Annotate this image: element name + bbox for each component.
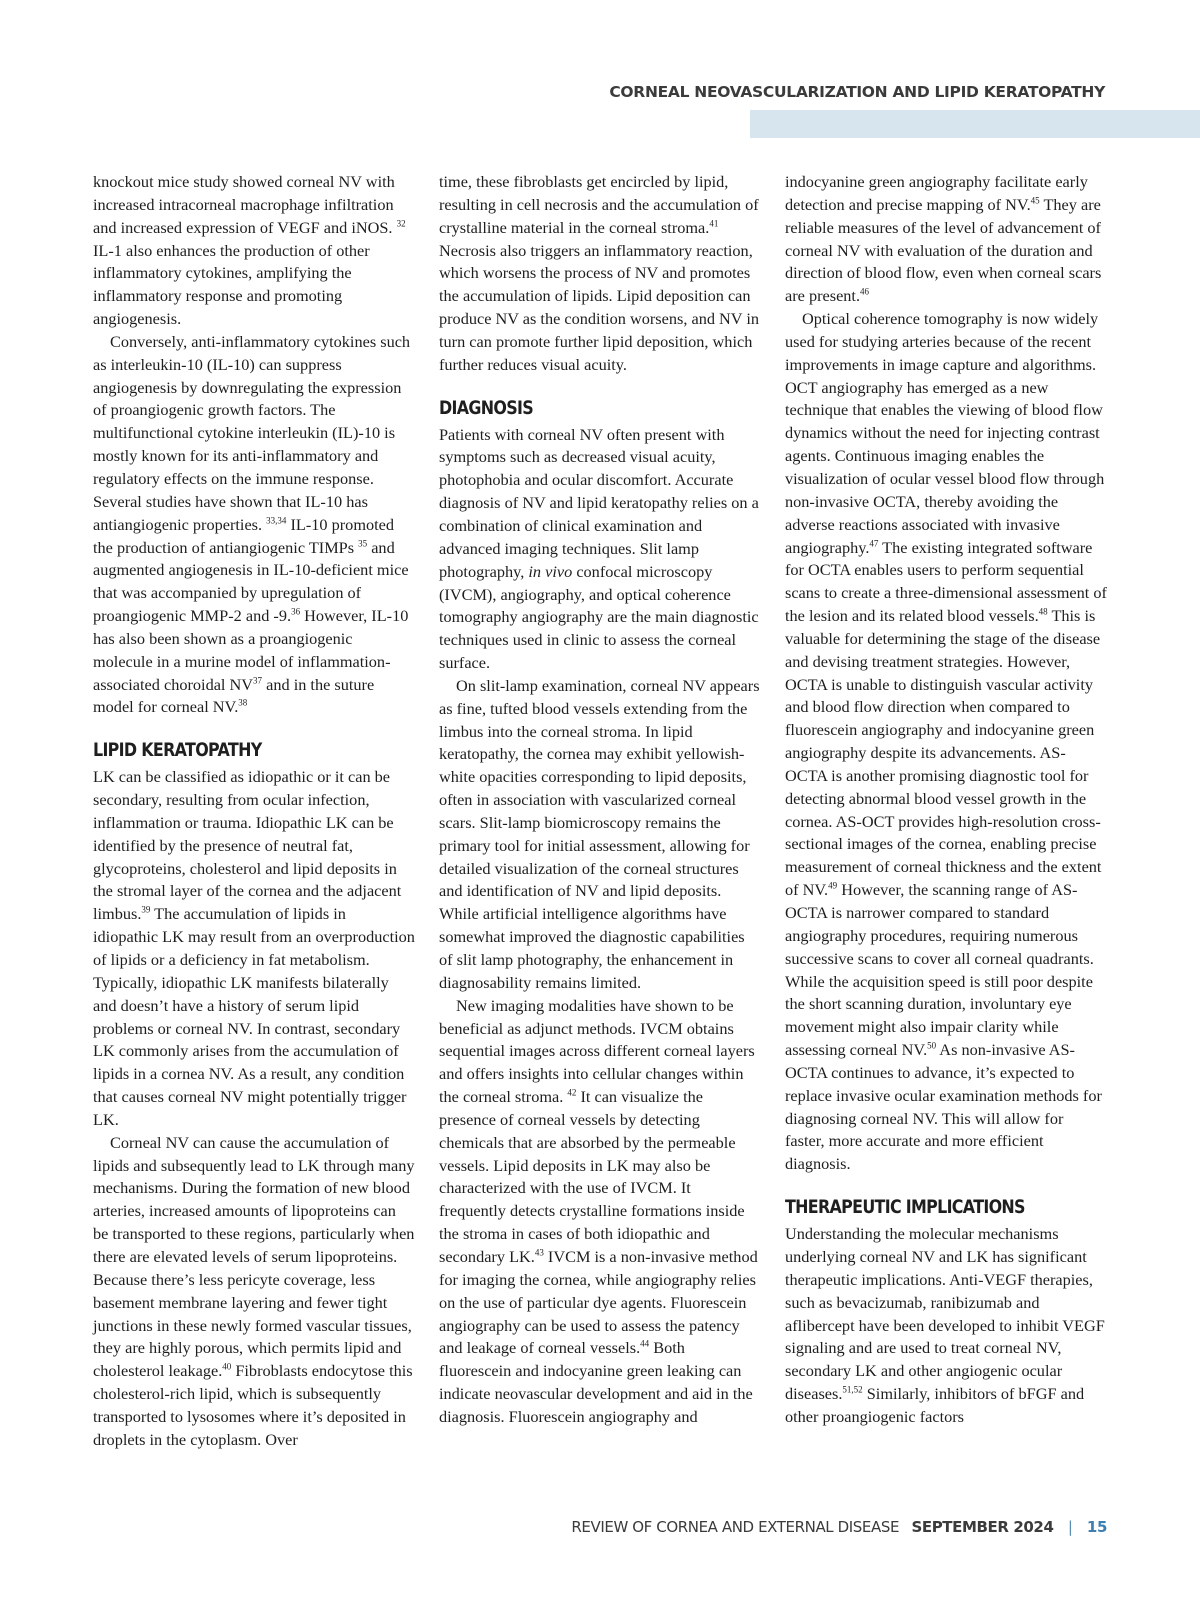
paragraph: indocyanine green angiography facilitate early detection and precise mapping of NV.$^{45}$ They are reliable measures of the level of advancement of corneal NV with evaluation of the duration and direction of blood flow, even when corneal scars are present.$^{46}$ [785,172,1102,306]
citation: 46 [860,286,870,297]
page-number: 15 [1086,1518,1107,1536]
paragraph: Conversely, anti-inflammatory cytokines such as interleukin-10 (IL-10) can suppress angiogenesis by downregulating the expression of proangiogenic growth factors. The multifunctional cytokine interleukin (IL)-10 is mostly known for its anti-inflammatory and regulatory effects on the immune response. Several studies have shown that IL-10 has antiangiogenic properties. $^{33,34}$ IL-10 promoted the production of antiangiogenic TIMPs $^{35}$ and augmented angiogenesis in IL-10-deficient mice that was accompanied by upregulation of proangiogenic MMP-2 and -9.36 However, IL-10 has also been shown as a proangiogenic molecule in a murine model of inflammation-associated choroidal NV$^{37}$ and in the suture model for corneal NV.$^{38}$ [93,331,411,717]
citation: 43 [534,1247,544,1258]
paragraph: New imaging modalities have shown to be beneficial as adjunct methods. IVCM obtains sequential images across different corneal layers and offers insights into cellular changes within the corneal stroma. $^{42}$ It can visualize the presence of corneal vessels by detecting chemicals that are absorbed by the permeable vessels. Lipid deposits in LK may also be characterized with the use of IVCM. It frequently detects crystalline formations inside the stroma in cases of both idiopathic and secondary LK.$^{43}$ IVCM is a non-invasive method for imaging the cornea, while angiography relies on the use of particular dye agents. Fluorescein angiography can be used to assess the patency and leakage of corneal vessels.$^{44}$ Both fluorescein and indocyanine green leaking can indicate neovascular development and aid in the diagnosis. Fluorescein angiography and [439,995,758,1426]
paragraph: LK can be classified as idiopathic or it can be secondary, resulting from ocular infection, inflammation or trauma. Idiopathic LK can be identified by the presence of neutral fat, glycoproteins, cholesterol and lipid deposits in the stromal layer of the cornea and the adjacent limbus.$^{39}$ The accumulation of lipids in idiopathic LK may result from an overproduction of lipids or a deficiency in fat metabolism. Typically, idiopathic LK manifests bilaterally and doesn’t have a history of serum lipid problems or corneal NV. In contrast, secondary LK commonly arises from the accumulation of lipids in a cornea NV. As a result, any condition that causes corneal NV might potentially trigger LK. [93,767,415,1129]
header-accent-bar [750,110,1200,138]
citation: 41 [709,218,719,229]
citation: 42 [567,1087,577,1098]
footer-separator: | [1067,1518,1073,1536]
citation: 38 [238,697,248,708]
section-heading-diagnosis: DIAGNOSIS [439,397,533,419]
paragraph: Optical coherence tomography is now widely used for studying arteries because of the recent improvements in image capture and algorithms. OCT angiography has emerged as a new technique that enables the viewing of blood flow dynamics without the need for injecting contrast agents. Continuous imaging enables the visualization of ocular vessel blood flow through non-invasive OCTA, thereby avoiding the adverse reactions associated with invasive angiography.$^{47}$ The existing integrated software for OCTA enables users to perform sequential scans to create a three-dimensional assessment of the lesion and its related blood vessels.$^{48}$ This is valuable for determining the stage of the disease and devising treatment strategies. However, OCTA is unable to distinguish vascular activity and blood flow direction when compared to fluorescein angiography and indocyanine green angiography despite its advancements. AS-OCTA is another promising diagnostic tool for detecting abnormal blood vessel growth in the cornea. AS-OCT provides high-resolution cross-sectional images of the cornea, enabling precise measurement of corneal thickness and the extent of NV.$^{49}$ However, the scanning range of AS-OCTA is narrower compared to standard angiography procedures, requiring numerous successive scans to cover all corneal quadrants. While the acquisition speed is still poor despite the short scanning duration, involuntary eye movement might also impair clarity while assessing corneal NV.$^{50}$ As non-invasive AS-OCTA continues to advance, it’s expected to replace invasive ocular examination methods for diagnosing corneal NV. This will allow for faster, more accurate and more efficient diagnosis. [785,309,1107,1174]
citation: 32 [396,218,406,229]
citation: 36 [291,606,301,617]
citation: 50 [927,1040,937,1051]
column-2 [439,171,761,1429]
section-heading-therapeutic-implications: THERAPEUTIC IMPLICATIONS [785,1197,1025,1219]
paragraph: Corneal NV can cause the accumulation of lipids and subsequently lead to LK through many mechanisms. During the formation of new blood arteries, increased amounts of lipoproteins can be transported to these regions, particularly when there are elevated levels of serum lipoproteins. Because there’s less pericyte coverage, less basement membrane layering and fewer tight junctions in these newly formed vascular tissues, they are highly porous, which permits lipid and cholesterol leakage.$^{40}$ Fibroblasts endocytose this cholesterol-rich lipid, which is subsequently transported to lysosomes where it’s deposited in droplets in the cytoplasm. Over [93,1132,415,1449]
paragraph: Patients with corneal NV often present with symptoms such as decreased visual acuity, photophobia and ocular discomfort. Accurate diagnosis of NV and lipid keratopathy relies on a combination of clinical examination and advanced imaging techniques. Slit lamp photography, in vivo confocal microscopy (IVCM), angiography, and optical coherence tomography angiography are the main diagnostic techniques used in clinic to assess the corneal surface. [439,424,759,673]
column-3 [785,171,1107,1429]
page-footer [0,1518,1107,1536]
paragraph: time, these fibroblasts get encircled by lipid, resulting in cell necrosis and the accumulation of crystalline material in the corneal stroma.$^{41}$ Necrosis also triggers an inflammatory reaction, which worsens the process of NV and promotes the accumulation of lipids. Lipid deposition can produce NV as the condition worsens, and NV in turn can promote further lipid deposition, which further reduces visual acuity. [439,172,759,374]
issue-date: SEPTEMBER 2024 [911,1518,1054,1536]
citation: 40 [222,1361,232,1372]
citation: 51,52 [842,1384,863,1395]
citation: 49 [828,880,838,891]
citation: 37 [253,675,263,686]
citation: 47 [869,538,879,549]
paragraph: Understanding the molecular mechanisms underlying corneal NV and LK has significant therapeutic implications. Anti-VEGF therapies, such as bevacizumab, ranibizumab and aflibercept have been developed to inhibit VEGF signaling and are used to treat corneal NV, secondary LK and other angiogenic ocular diseases.$^{51,52}$ Similarly, inhibitors of bFGF and other proangiogenic factors [785,1224,1105,1426]
citation: 35 [358,538,368,549]
citation: 33,34 [266,515,287,526]
citation: 44 [640,1338,650,1349]
citation: 45 [1030,195,1040,206]
section-heading-lipid-keratopathy: LIPID KERATOPATHY [93,740,262,762]
paragraph: knockout mice study showed corneal NV with increased intracorneal macrophage infiltration and increased expression of VEGF and iNOS. $^{32}$ IL-1 also enhances the production of other inflammatory cytokines, amplifying the inflammatory response and promoting angiogenesis. [93,172,406,329]
journal-name: REVIEW OF CORNEA AND EXTERNAL DISEASE [571,1518,900,1536]
column-1 [93,171,415,1452]
citation: 48 [1038,606,1048,617]
running-header: CORNEAL NEOVASCULARIZATION AND LIPID KERATOPATHY [609,83,1105,101]
paragraph: On slit-lamp examination, corneal NV appears as fine, tufted blood vessels extending from the limbus into the corneal stroma. In lipid keratopathy, the cornea may exhibit yellowish-white opacities corresponding to lipid deposits, often in association with vascularized corneal scars. Slit-lamp biomicroscopy remains the primary tool for initial assessment, allowing for detailed visualization of the corneal structures and identification of NV and lipid deposits. While artificial intelligence algorithms have somewhat improved the diagnostic capabilities of slit lamp photography, the enhancement in diagnosability remains limited. [439,675,760,992]
citation: 39 [141,904,151,915]
